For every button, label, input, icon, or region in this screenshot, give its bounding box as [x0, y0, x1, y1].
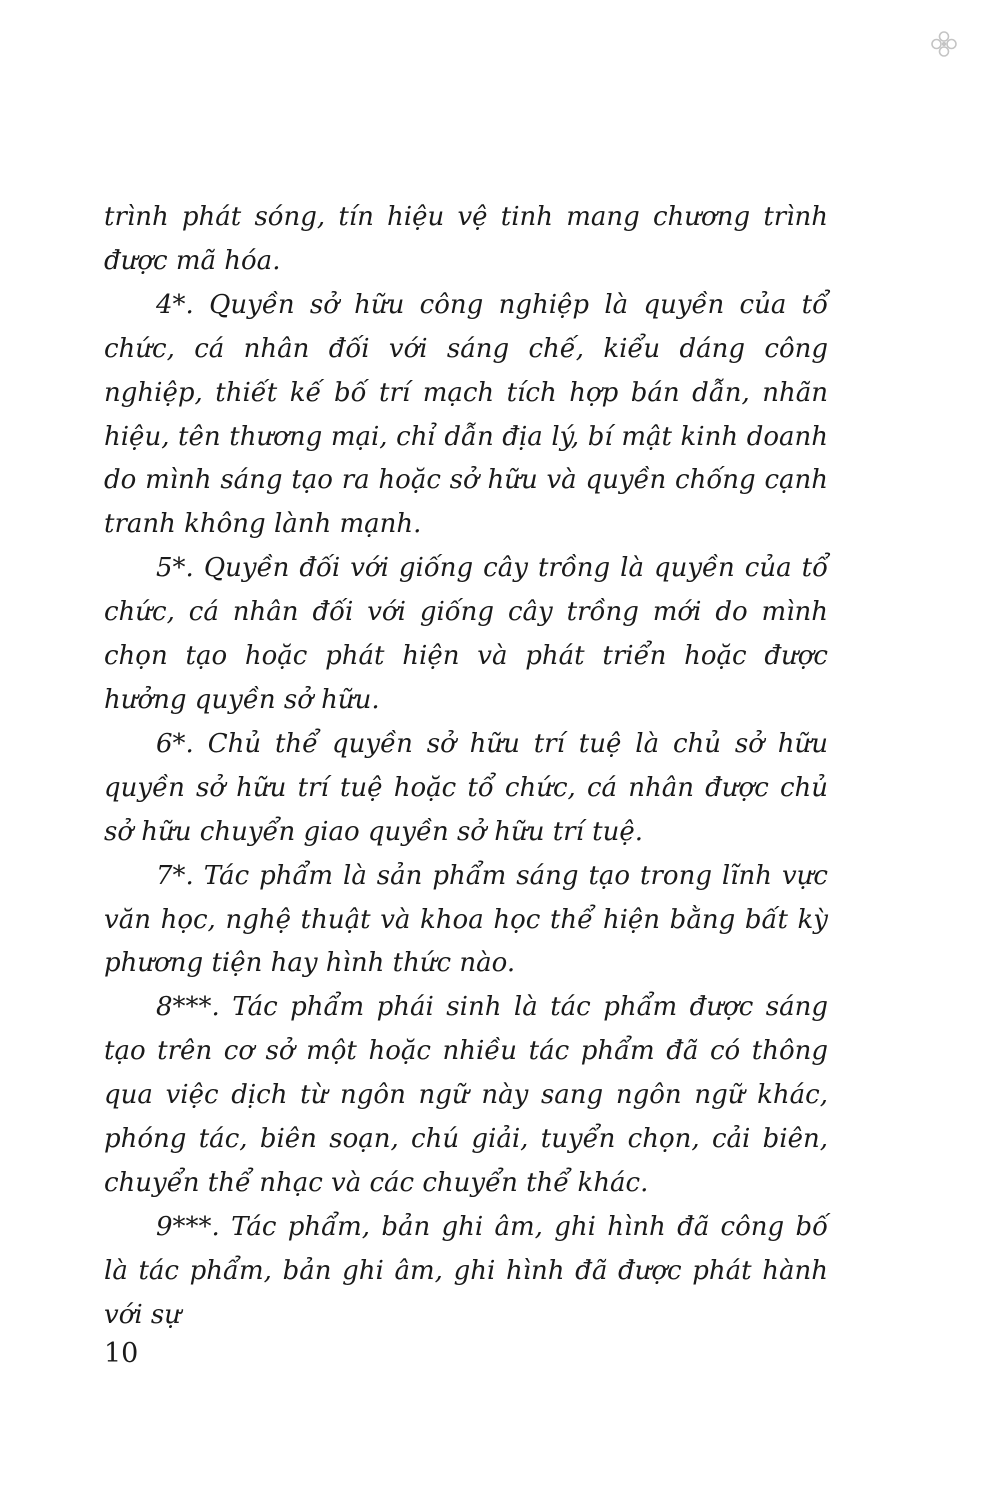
paragraph-item-7: 7*. Tác phẩm là sản phẩm sáng tạo trong lĩnh vực văn học, nghệ thuật và khoa học thể hiện bằng bất kỳ phương tiện hay hình thức nào.	[104, 860, 828, 979]
paragraph-item-6: 6*. Chủ thể quyền sở hữu trí tuệ là chủ sở hữu quyền sở hữu trí tuệ hoặc tổ chức, cá nhân được chủ sở hữu chuyển giao quyền sở hữu trí tuệ.	[104, 728, 828, 847]
paragraph-item-4: 4*. Quyền sở hữu công nghiệp là quyền của tổ chức, cá nhân đối với sáng chế, kiểu dáng công nghiệp, thiết kế bố trí mạch tích hợp bán dẫn, nhãn hiệu, tên thương mại, chỉ dẫn địa lý, bí mật kinh doanh do mình sáng tạo ra hoặc sở hữu và quyền chống cạnh tranh không lành mạnh.	[104, 289, 828, 540]
paragraph-continuation: trình phát sóng, tín hiệu vệ tinh mang chương trình được mã hóa.	[104, 202, 828, 276]
body-text	[104, 196, 828, 1338]
page-number: 10	[104, 1338, 139, 1369]
paragraph-item-8: 8***. Tác phẩm phái sinh là tác phẩm được sáng tạo trên cơ sở một hoặc nhiều tác phẩm đã có thông qua việc dịch từ ngôn ngữ này sang ngôn ngữ khác, phóng tác, biên soạn, chú giải, tuyển chọn, cải biên, chuyển thể nhạc và các chuyển thể khác.	[104, 992, 828, 1198]
paragraph-item-5: 5*. Quyền đối với giống cây trồng là quyền của tổ chức, cá nhân đối với giống cây trồng mới do mình chọn tạo hoặc phát hiện và phát triển hoặc được hưởng quyền sở hữu.	[104, 553, 828, 715]
flower-ornament-icon	[930, 30, 958, 58]
paragraph-item-9: 9***. Tác phẩm, bản ghi âm, ghi hình đã công bố là tác phẩm, bản ghi âm, ghi hình đã được phát hành với sự	[104, 1211, 828, 1330]
